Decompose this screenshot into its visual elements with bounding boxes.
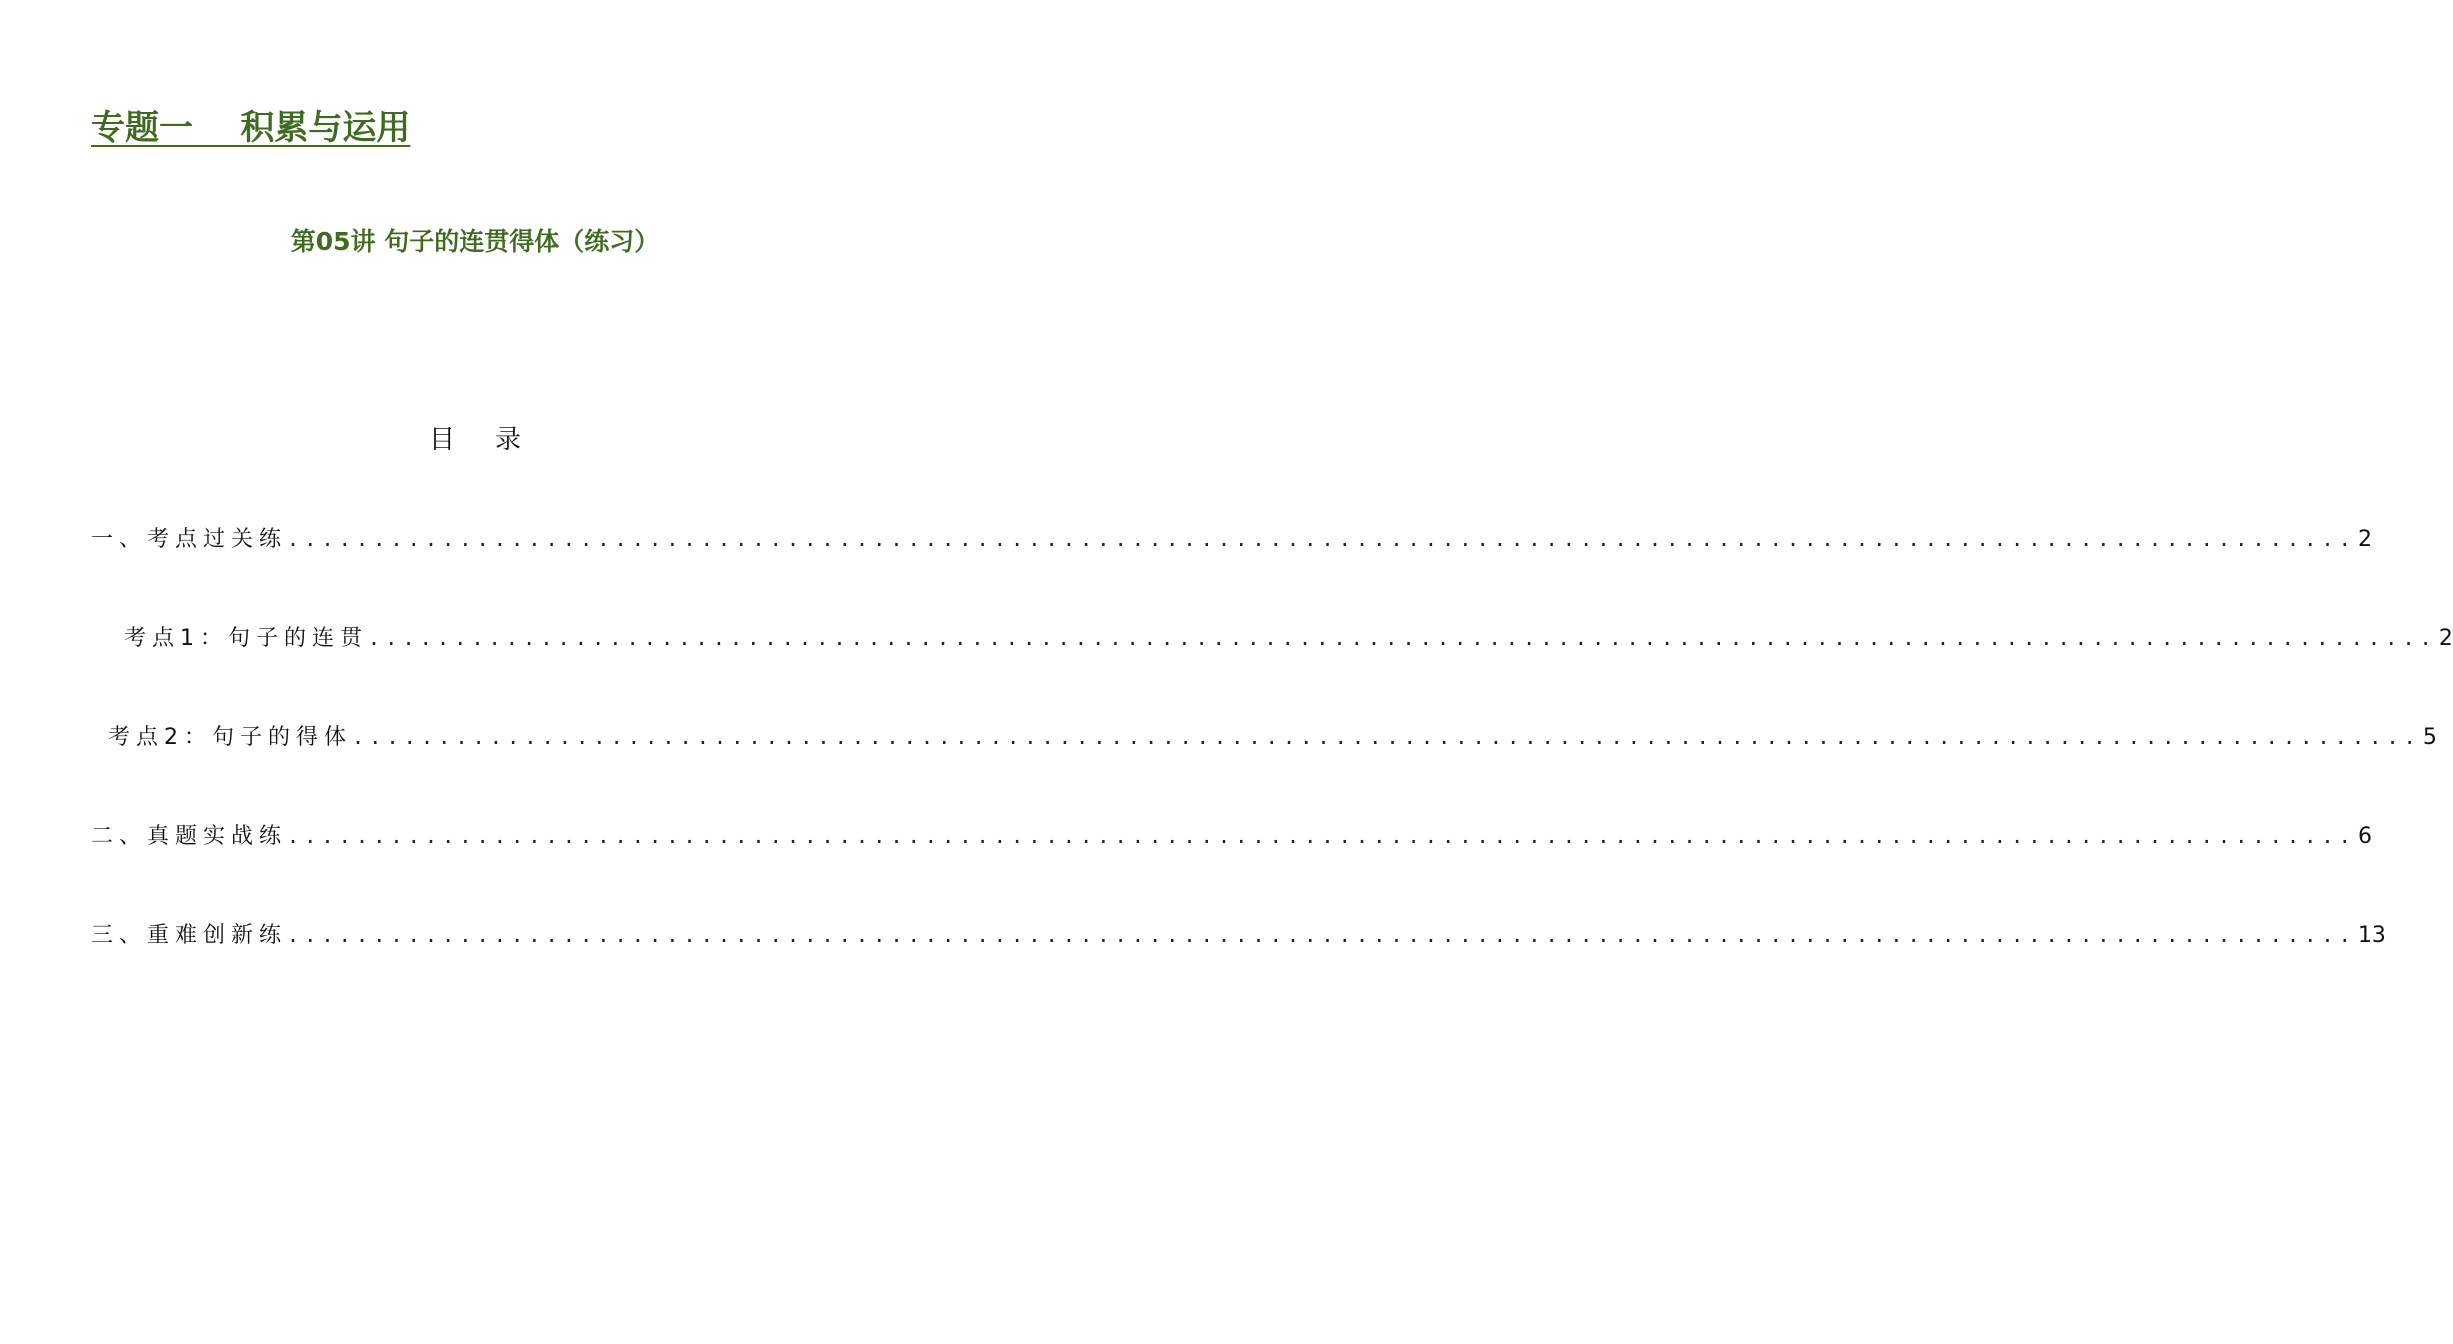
toc-entry-page-number: 6 bbox=[2357, 824, 2372, 849]
toc-entry-zhenti-shizhan[interactable] bbox=[91, 819, 2372, 854]
toc-leader-dots: ........................................................................................................................ bbox=[368, 626, 2437, 650]
toc-leader-dots: ........................................................................................................................ bbox=[287, 923, 2356, 947]
topic-title: 专题一 积累与运用 bbox=[91, 108, 411, 148]
toc-leader-dots: ........................................................................................................................ bbox=[287, 527, 2356, 551]
toc-leader-dots: ........................................................................................................................ bbox=[287, 824, 2356, 848]
toc-entry-label: 考点2：句子的得体 bbox=[108, 725, 352, 750]
toc-entry-label: 考点1：句子的连贯 bbox=[124, 626, 368, 651]
toc-entry-kaodian-1[interactable] bbox=[124, 621, 2453, 656]
toc-entry-zhongnan-chuangxin[interactable] bbox=[91, 918, 2386, 953]
toc-leader-dots: ........................................................................................................................ bbox=[352, 725, 2421, 749]
toc-entry-page-number: 5 bbox=[2422, 725, 2437, 750]
toc-entry-kaodian-2[interactable] bbox=[108, 720, 2437, 755]
toc-entry-page-number: 13 bbox=[2357, 923, 2386, 948]
toc-entry-label: 二、真题实战练 bbox=[91, 824, 288, 849]
toc-entry-kaodian-guoguan[interactable] bbox=[91, 522, 2372, 557]
lecture-title: 第05讲 句子的连贯得体（练习） bbox=[290, 227, 660, 256]
toc-entry-label: 一、考点过关练 bbox=[91, 527, 288, 552]
toc-entry-page-number: 2 bbox=[2357, 527, 2372, 552]
toc-entry-page-number: 2 bbox=[2438, 626, 2453, 651]
toc-entry-label: 三、重难创新练 bbox=[91, 923, 288, 948]
toc-heading: 目录 bbox=[428, 425, 561, 455]
